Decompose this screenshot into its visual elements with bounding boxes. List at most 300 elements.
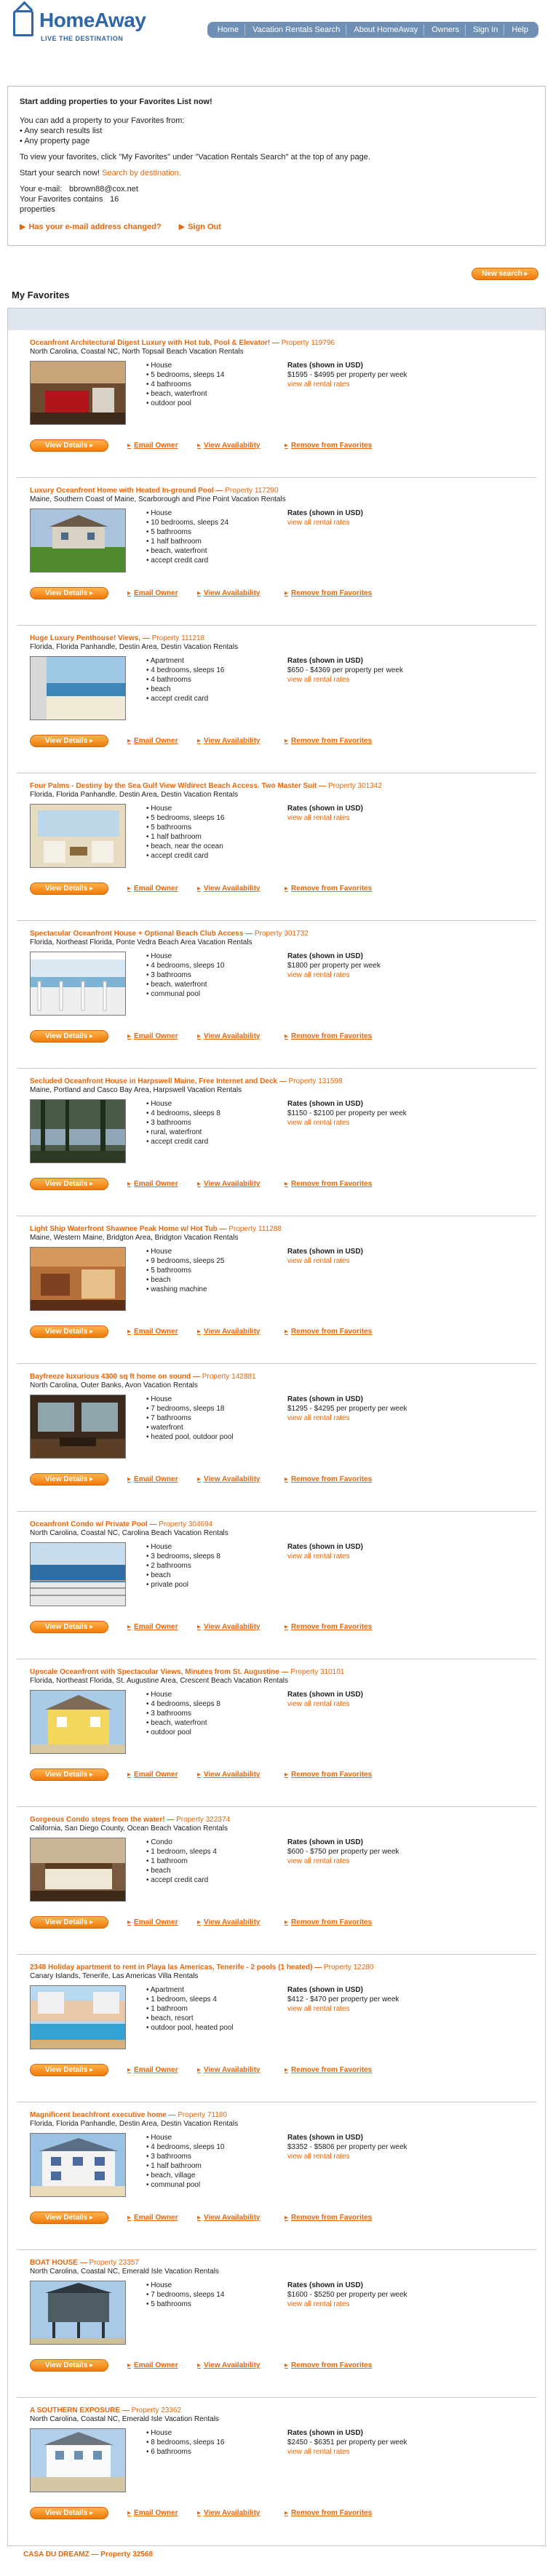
listing-title-link[interactable]: Oceanfront Condo w/ Private Pool — Property 304694 (30, 1520, 213, 1528)
properties-label: properties (20, 205, 55, 214)
nav-vacation-rentals-search[interactable]: Vacation Rentals Search (247, 24, 346, 36)
view-availability-link[interactable] (197, 885, 285, 893)
view-details-button[interactable]: View Details ▸ (30, 882, 108, 895)
view-availability-link[interactable] (197, 1771, 285, 1779)
listing-actions (30, 587, 536, 599)
arrow-right-icon: ▸ (127, 1623, 132, 1631)
arrow-right-icon: ▸ (127, 2066, 132, 2074)
view-details-button[interactable]: View Details ▸ (30, 2507, 108, 2519)
feature-item: • House (146, 1099, 270, 1109)
listing-title-link[interactable]: Bayfreeze luxurious 4300 sq ft home on sound — Property 142881 (30, 1373, 256, 1381)
feature-item: • 7 bedrooms, sleeps 14 (146, 2290, 270, 2300)
view-availability-link[interactable] (197, 2214, 285, 2222)
listing-location: North Carolina, Coastal NC, Carolina Beach Vacation Rentals (30, 1529, 228, 1537)
arrow-right-icon: ▸ (285, 2066, 289, 2074)
email-owner-link[interactable] (127, 737, 197, 745)
listing-title-link[interactable]: Luxury Oceanfront Home with Heated In-ground Pool — Property 117290 (30, 487, 279, 495)
user-info (20, 184, 151, 215)
listing-photo[interactable] (30, 361, 126, 425)
view-all-rates-link[interactable]: view all rental rates (287, 2448, 350, 2456)
listing-features (146, 656, 270, 703)
listing-photo[interactable] (30, 1395, 126, 1459)
listing-title-link[interactable]: Gorgeous Condo steps from the water! — Property 322374 (30, 1816, 231, 1824)
feature-item: • 6 bathrooms (146, 2447, 270, 2457)
email-owner-link[interactable] (127, 1475, 197, 1483)
listing-rates (287, 1099, 418, 1128)
listing-features (146, 2281, 270, 2309)
remove-from-favorites-link[interactable] (285, 885, 401, 893)
intro-heading: Start adding properties to your Favorites List now! (20, 97, 212, 106)
rates-heading: Rates (shown in USD) (287, 805, 363, 813)
listing-features (146, 1247, 270, 1294)
feature-item: • 4 bedrooms, sleeps 8 (146, 1699, 270, 1709)
arrow-right-icon: ▸ (127, 1771, 132, 1779)
rate-range: $2450 - $6351 per property per week (287, 2439, 407, 2447)
listing-title: Luxury Oceanfront Home with Heated In-ground Pool (30, 487, 214, 495)
feature-item: • accept credit card (146, 1137, 270, 1147)
view-details-button[interactable]: View Details ▸ (30, 2064, 108, 2076)
view-all-rates-link[interactable]: view all rental rates (287, 1857, 350, 1865)
listing-location: North Carolina, Outer Banks, Avon Vacation Rentals (30, 1381, 198, 1389)
feature-item: • 5 bathrooms (146, 527, 270, 537)
view-details-button[interactable]: View Details ▸ (30, 1916, 108, 1929)
remove-from-favorites-link[interactable] (285, 1032, 401, 1040)
remove-from-favorites-link[interactable] (285, 1918, 401, 1926)
view-all-rates-link[interactable]: view all rental rates (287, 1700, 350, 1708)
arrow-right-icon: ▸ (285, 885, 289, 893)
arrow-right-icon: ▸ (285, 2214, 289, 2222)
favorites-list-panel (7, 308, 546, 2546)
listing-title-link[interactable]: Oceanfront Architectural Digest Luxury with Hot tub, Pool & Elevator! — Property 119796 (30, 339, 335, 347)
email-owner-link[interactable] (127, 589, 197, 597)
arrow-right-icon: ▸ (285, 1475, 289, 1483)
view-availability-label: View Availability (204, 1475, 260, 1483)
arrow-right-icon: ▸ (285, 737, 289, 745)
add-from-list (20, 126, 536, 146)
view-details-button[interactable]: View Details ▸ (30, 2212, 108, 2224)
listing-location: Maine, Portland and Casco Bay Area, Harpswell Vacation Rentals (30, 1086, 242, 1094)
property-photo-image (31, 1395, 126, 1459)
favorite-listing (17, 1364, 536, 1512)
view-details-label: View Details (45, 589, 88, 597)
property-photo-image (31, 952, 126, 1016)
listing-title: Oceanfront Condo w/ Private Pool (30, 1520, 148, 1528)
listing-title-link[interactable]: Magnificent beachfront executive home — Property 71180 (30, 2111, 228, 2119)
remove-label: Remove from Favorites (291, 1032, 373, 1040)
listing-actions (30, 1621, 536, 1633)
view-availability-label: View Availability (204, 2361, 260, 2369)
feature-item: • 1 bedroom, sleeps 4 (146, 1847, 270, 1857)
listing-features (146, 952, 270, 999)
listing-title: Gorgeous Condo steps from the water! (30, 1816, 165, 1824)
feature-item: • 4 bedrooms, sleeps 10 (146, 2142, 270, 2152)
arrow-right-icon: ▸ (197, 885, 202, 893)
arrow-right-icon: ▸ (127, 885, 132, 893)
feature-item: • 5 bathrooms (146, 823, 270, 832)
view-availability-label: View Availability (204, 2509, 260, 2517)
listing-photo[interactable] (30, 2281, 126, 2345)
listing-rates (287, 2133, 418, 2161)
listing-actions (30, 882, 536, 895)
arrow-right-icon: ▸ (285, 1918, 289, 1926)
nav-help[interactable]: Help (512, 25, 528, 34)
property-photo-image (31, 2429, 126, 2492)
email-owner-link[interactable] (127, 885, 197, 893)
arrow-right-icon: ▸ (197, 1918, 202, 1926)
nav-home[interactable]: Home (212, 24, 245, 36)
view-availability-link[interactable] (197, 2509, 285, 2517)
view-details-label: View Details (45, 2066, 88, 2074)
feature-item: • waterfront (146, 1423, 270, 1432)
listing-title: A SOUTHERN EXPOSURE (30, 2406, 121, 2414)
listing-title-link[interactable]: Huge Luxury Penthouse! Views, — Property 111218 (30, 634, 205, 642)
remove-from-favorites-link[interactable] (285, 2214, 401, 2222)
view-availability-label: View Availability (204, 885, 260, 893)
view-all-rates-link[interactable]: view all rental rates (287, 676, 350, 684)
feature-item: • House (146, 509, 270, 518)
view-details-button[interactable]: View Details ▸ (30, 1030, 108, 1042)
feature-item: • 1 half bathroom (146, 2161, 270, 2171)
feature-item: • 4 bathrooms (146, 675, 270, 685)
view-availability-link[interactable] (197, 2066, 285, 2074)
nav-owners[interactable]: Owners (426, 24, 466, 36)
listing-photo[interactable] (30, 952, 126, 1016)
view-details-label: View Details (45, 1623, 88, 1631)
feature-item: • private pool (146, 1580, 270, 1590)
listing-rates (287, 1985, 418, 2014)
view-details-label: View Details (45, 2214, 88, 2222)
property-id: Property 23357 (89, 2259, 139, 2267)
view-availability-link[interactable] (197, 442, 285, 450)
listing-actions (30, 2212, 536, 2224)
feature-item: • communal pool (146, 2180, 270, 2190)
view-all-rates-link[interactable]: view all rental rates (287, 1414, 350, 1422)
feature-item: • 8 bedrooms, sleeps 16 (146, 2438, 270, 2447)
email-owner-label: Email Owner (134, 1771, 178, 1779)
feature-item: • House (146, 1395, 270, 1404)
email-owner-label: Email Owner (134, 2509, 178, 2517)
rates-heading: Rates (shown in USD) (287, 1838, 363, 1846)
arrow-right-icon: ▸ (285, 1180, 289, 1188)
view-details-label: View Details (45, 1771, 88, 1779)
sign-out-link[interactable] (179, 222, 221, 232)
property-photo-image (31, 1248, 126, 1311)
remove-from-favorites-link[interactable] (285, 2066, 401, 2074)
feature-item: • 1 bedroom, sleeps 4 (146, 1995, 270, 2004)
email-owner-label: Email Owner (134, 1032, 178, 1040)
listing-features (146, 2133, 270, 2190)
listing-features (146, 1395, 270, 1442)
view-all-rates-link[interactable]: view all rental rates (287, 971, 350, 979)
view-details-button[interactable]: View Details ▸ (30, 2359, 108, 2372)
property-photo-image (31, 657, 126, 720)
listing-title: Bayfreeze luxurious 4300 sq ft home on sound (30, 1373, 191, 1381)
remove-label: Remove from Favorites (291, 1475, 373, 1483)
listing-photo[interactable] (30, 1542, 126, 1606)
listing-title: Secluded Oceanfront House in Harpswell Maine, Free Internet and Deck (30, 1077, 278, 1085)
rates-heading: Rates (shown in USD) (287, 362, 363, 370)
remove-label: Remove from Favorites (291, 2509, 373, 2517)
listing-location: Maine, Southern Coast of Maine, Scarborough and Pine Point Vacation Rentals (30, 495, 286, 503)
favorite-listing (17, 2102, 536, 2250)
listing-photo[interactable] (30, 1099, 126, 1163)
listing-title-link[interactable]: Spectacular Oceanfront House + Optional Beach Club Access — Property 301732 (30, 930, 309, 938)
feature-item: • accept credit card (146, 694, 270, 703)
feature-item: • beach (146, 1866, 270, 1875)
property-photo-image (31, 1986, 126, 2049)
listing-photo[interactable] (30, 509, 126, 573)
feature-item: • accept credit card (146, 1875, 270, 1885)
feature-item: • 7 bedrooms, sleeps 18 (146, 1404, 270, 1413)
remove-from-favorites-link[interactable] (285, 442, 401, 450)
contains-value: 16 (110, 195, 119, 204)
feature-item: • 9 bedrooms, sleeps 25 (146, 1256, 270, 1266)
rates-heading: Rates (shown in USD) (287, 1100, 363, 1108)
listing-features (146, 1838, 270, 1885)
listing-rates (287, 1247, 418, 1266)
property-photo-image (31, 1100, 126, 1163)
listing-photo[interactable] (30, 1838, 126, 1902)
new-search-label: New search (482, 270, 522, 278)
remove-from-favorites-link[interactable] (285, 1623, 401, 1631)
add-from-item: • Any property page (20, 136, 536, 146)
remove-from-favorites-link[interactable] (285, 1475, 401, 1483)
feature-item: • Apartment (146, 656, 270, 666)
remove-label: Remove from Favorites (291, 1180, 373, 1188)
listing-title-link[interactable]: A SOUTHERN EXPOSURE — Property 23362 (30, 2406, 182, 2414)
feature-item: • 5 bedrooms, sleeps 14 (146, 370, 270, 380)
view-details-button[interactable]: View Details ▸ (30, 1325, 108, 1338)
feature-item: • 3 bathrooms (146, 1709, 270, 1718)
arrow-right-icon: ▸ (197, 737, 202, 745)
arrow-right-icon: ▸ (127, 2509, 132, 2517)
email-owner-link[interactable] (127, 2214, 197, 2222)
arrow-right-icon: ▸ (285, 1032, 289, 1040)
view-all-rates-link[interactable]: view all rental rates (287, 1257, 350, 1265)
property-photo-image (31, 2281, 126, 2345)
add-from-text: You can add a property to your Favorites from: (20, 116, 185, 125)
house-logo-icon (13, 10, 33, 36)
email-owner-link[interactable] (127, 1771, 197, 1779)
rates-heading: Rates (shown in USD) (287, 657, 363, 665)
listing-title-link[interactable]: Secluded Oceanfront House in Harpswell Maine, Free Internet and Deck — Property 131598 (30, 1077, 343, 1085)
email-owner-link[interactable] (127, 1623, 197, 1631)
listing-location: Florida, Florida Panhandle, Destin Area, Destin Vacation Rentals (30, 791, 239, 799)
listing-rates (287, 509, 418, 527)
view-details-button[interactable]: View Details ▸ (30, 439, 108, 452)
feature-item: • beach, waterfront (146, 546, 270, 556)
remove-label: Remove from Favorites (291, 442, 373, 450)
remove-from-favorites-link[interactable] (285, 1180, 401, 1188)
rates-heading: Rates (shown in USD) (287, 1691, 363, 1699)
view-all-rates-link[interactable]: view all rental rates (287, 519, 350, 527)
feature-item: • House (146, 952, 270, 961)
listing-features (146, 1099, 270, 1147)
property-id: Property 111288 (228, 1225, 282, 1233)
remove-from-favorites-link[interactable] (285, 2509, 401, 2517)
remove-from-favorites-link[interactable] (285, 2361, 401, 2369)
favorites-intro-box (7, 86, 546, 246)
listing-location: California, San Diego County, Ocean Beach Vacation Rentals (30, 1825, 228, 1833)
rates-heading: Rates (shown in USD) (287, 2429, 363, 2437)
feature-item: • beach, waterfront (146, 389, 270, 399)
listing-actions (30, 1768, 536, 1781)
view-details-label: View Details (45, 2509, 88, 2517)
rate-range: $600 - $750 per property per week (287, 1848, 399, 1856)
view-all-rates-link[interactable]: view all rental rates (287, 1552, 350, 1560)
feature-item: • beach, waterfront (146, 980, 270, 989)
view-all-rates-link[interactable]: view all rental rates (287, 380, 350, 388)
favorite-listing (17, 478, 536, 626)
view-details-button[interactable]: View Details ▸ (30, 587, 108, 599)
header (7, 0, 546, 51)
view-all-rates-link[interactable]: view all rental rates (287, 2300, 350, 2308)
listing-title-link[interactable]: Upscale Oceanfront with Spectacular Views, Minutes from St. Augustine — Property 310101 (30, 1668, 345, 1676)
rate-range: $1595 - $4995 per property per week (287, 371, 407, 379)
view-all-rates-link[interactable]: view all rental rates (287, 2005, 350, 2013)
remove-label: Remove from Favorites (291, 1328, 373, 1336)
view-all-rates-link[interactable]: view all rental rates (287, 1119, 350, 1127)
view-details-button[interactable]: View Details ▸ (30, 1768, 108, 1781)
homeaway-logo[interactable] (13, 9, 159, 48)
listing-actions (30, 1178, 536, 1190)
feature-item: • beach (146, 685, 270, 694)
feature-item: • beach (146, 1571, 270, 1580)
nav-sign-in[interactable]: Sign In (467, 24, 504, 36)
feature-item: • 3 bathrooms (146, 970, 270, 980)
feature-item: • 4 bedrooms, sleeps 16 (146, 666, 270, 675)
add-from-item: • Any search results list (20, 126, 536, 136)
rates-heading: Rates (shown in USD) (287, 2134, 363, 2142)
listing-location: North Carolina, Coastal NC, North Topsail Beach Vacation Rentals (30, 348, 244, 356)
property-id: Property 301342 (327, 782, 382, 790)
listing-title: 2348 Holiday apartment to rent in Playa las Americas, Tenerife - 2 pools (1 heated) (30, 1963, 313, 1971)
view-availability-label: View Availability (204, 1771, 260, 1779)
feature-item: • House (146, 1247, 270, 1256)
remove-label: Remove from Favorites (291, 1918, 373, 1926)
favorite-listing (17, 1659, 536, 1807)
email-owner-link[interactable] (127, 1918, 197, 1926)
search-by-destination-link[interactable]: Search by destination. (102, 169, 181, 178)
remove-from-favorites-link[interactable] (285, 1328, 401, 1336)
view-availability-link[interactable] (197, 1918, 285, 1926)
listing-title-link[interactable]: BOAT HOUSE — Property 23357 (30, 2259, 139, 2267)
listing-photo[interactable] (30, 2428, 126, 2492)
partial-listing-title[interactable]: CASA DU DREAMZ — Property 32568 (23, 2551, 154, 2559)
listing-title-link[interactable]: Four Palms - Destiny by the Sea Gulf View W/direct Beach Access. Two Master Suit — Property 301342 (30, 782, 382, 790)
listing-actions (30, 1030, 536, 1042)
arrow-right-icon: ▸ (197, 442, 202, 450)
rate-range: $1150 - $2100 per property per week (287, 1109, 407, 1117)
email-owner-link[interactable] (127, 2361, 197, 2369)
view-availability-link[interactable] (197, 737, 285, 745)
listing-actions (30, 1325, 536, 1338)
view-all-rates-link[interactable]: view all rental rates (287, 814, 350, 822)
property-photo-image (31, 509, 126, 573)
view-all-rates-link[interactable]: view all rental rates (287, 2153, 350, 2161)
remove-from-favorites-link[interactable] (285, 737, 401, 745)
listing-photo[interactable] (30, 1247, 126, 1311)
feature-item: • accept credit card (146, 556, 270, 565)
view-availability-label: View Availability (204, 442, 260, 450)
listing-photo[interactable] (30, 1985, 126, 2049)
remove-from-favorites-link[interactable] (285, 1771, 401, 1779)
favorite-listing (17, 330, 536, 478)
view-availability-link[interactable] (197, 2361, 285, 2369)
property-id: Property 71180 (178, 2111, 228, 2119)
feature-item: • communal pool (146, 989, 270, 999)
feature-item: • Condo (146, 1838, 270, 1847)
email-owner-link[interactable] (127, 442, 197, 450)
page-title: My Favorites (12, 290, 70, 300)
view-details-button[interactable]: View Details ▸ (30, 735, 108, 747)
listing-title: Spectacular Oceanfront House + Optional Beach Club Access (30, 930, 244, 938)
view-availability-link[interactable] (197, 1328, 285, 1336)
rate-range: $1800 per property per week (287, 962, 381, 970)
listing-photo[interactable] (30, 2133, 126, 2197)
listing-photo[interactable] (30, 804, 126, 868)
arrow-right-icon: ▸ (285, 589, 289, 597)
arrow-right-icon: ▸ (127, 2361, 132, 2369)
listing-photo[interactable] (30, 1690, 126, 1754)
view-availability-link[interactable] (197, 1623, 285, 1631)
property-photo-image (31, 362, 126, 425)
new-search-button[interactable]: New search ▸ (472, 268, 538, 280)
nav-about[interactable]: About HomeAway (348, 24, 424, 36)
email-owner-link[interactable] (127, 2509, 197, 2517)
view-availability-link[interactable] (197, 589, 285, 597)
remove-label: Remove from Favorites (291, 2361, 373, 2369)
email-owner-link[interactable] (127, 2066, 197, 2074)
view-details-button[interactable]: View Details ▸ (30, 1621, 108, 1633)
favorite-listing (17, 1955, 536, 2102)
property-id: Property 301732 (254, 930, 309, 938)
favorite-listing (17, 921, 536, 1069)
email-owner-label: Email Owner (134, 1475, 178, 1483)
feature-item: • washing machine (146, 1285, 270, 1294)
listing-actions (30, 2064, 536, 2076)
arrow-right-icon: ▸ (127, 1180, 132, 1188)
email-owner-link[interactable] (127, 1180, 197, 1188)
view-details-button[interactable]: View Details ▸ (30, 1473, 108, 1486)
view-availability-link[interactable] (197, 1032, 285, 1040)
listing-title-link[interactable]: 2348 Holiday apartment to rent in Playa las Americas, Tenerife - 2 pools (1 heated) — Property 12280 (30, 1963, 374, 1971)
remove-from-favorites-link[interactable] (285, 589, 401, 597)
listing-photo[interactable] (30, 656, 126, 720)
feature-item: • 4 bathrooms (146, 380, 270, 389)
feature-item: • House (146, 361, 270, 370)
email-owner-label: Email Owner (134, 2066, 178, 2074)
feature-item: • House (146, 2133, 270, 2142)
email-owner-link[interactable] (127, 1032, 197, 1040)
sign-out-label: Sign Out (188, 223, 221, 231)
view-availability-link[interactable] (197, 1475, 285, 1483)
property-id: Property 111218 (151, 634, 205, 642)
email-owner-label: Email Owner (134, 1328, 178, 1336)
email-owner-link[interactable] (127, 1328, 197, 1336)
property-photo-image (31, 1691, 126, 1754)
listing-location: Florida, Florida Panhandle, Destin Area, Destin Vacation Rentals (30, 2120, 239, 2128)
listing-rates (287, 361, 418, 389)
arrow-right-icon: ▸ (285, 1771, 289, 1779)
listing-title-link[interactable]: Light Ship Waterfront Shawnee Peak Home w/ Hot Tub — Property 111288 (30, 1225, 282, 1233)
favorite-listing (17, 773, 536, 921)
remove-label: Remove from Favorites (291, 1771, 373, 1779)
property-id: Property 310101 (290, 1668, 345, 1676)
view-availability-link[interactable] (197, 1180, 285, 1188)
view-details-button[interactable]: View Details ▸ (30, 1178, 108, 1190)
email-changed-link[interactable] (20, 222, 162, 232)
